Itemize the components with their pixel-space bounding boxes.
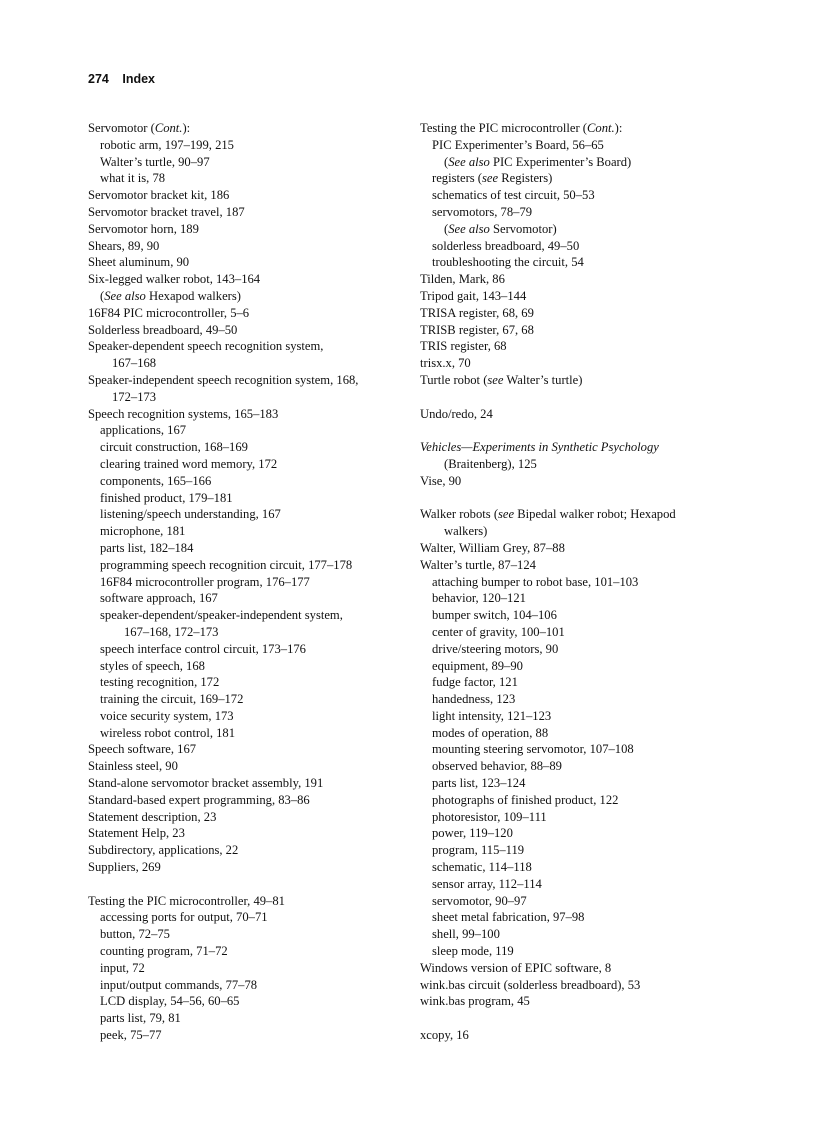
index-subentry	[88, 506, 400, 523]
index-entry	[420, 271, 740, 288]
index-entry	[88, 842, 400, 859]
entry-text: photographs of finished product, 122	[432, 792, 619, 807]
entry-text: programming speech recognition circuit, 177–178	[100, 557, 353, 572]
entry-text: see	[498, 507, 515, 522]
index-subentry	[88, 708, 400, 725]
entry-text: handedness, 123	[432, 692, 516, 707]
entry-text: Standard-based expert programming, 83–86	[88, 792, 310, 807]
index-entry	[88, 204, 400, 221]
entry-text: Servomotor horn, 189	[88, 221, 199, 236]
entry-text: schematics of test circuit, 50–53	[432, 188, 595, 203]
entry-text: styles of speech, 168	[100, 658, 205, 673]
index-subentry	[88, 389, 400, 406]
entry-text: TRIS register, 68	[420, 339, 507, 354]
entry-text: Walter, William Grey, 87–88	[420, 540, 565, 555]
index-subentry	[420, 154, 740, 171]
entry-text: Sheet aluminum, 90	[88, 255, 190, 270]
index-subentry	[88, 490, 400, 507]
entry-text: program, 115–119	[432, 843, 525, 858]
index-subentry	[420, 170, 740, 187]
entry-text: Turtle robot (	[420, 372, 488, 387]
entry-text: (	[444, 154, 449, 169]
index-subentry	[88, 674, 400, 691]
entry-gap	[420, 422, 740, 439]
entry-text: Testing the PIC microcontroller (	[420, 121, 587, 135]
entry-text: Cont.	[154, 121, 183, 135]
index-entry	[88, 187, 400, 204]
entry-gap	[420, 490, 740, 507]
entry-text: Vehicles—Experiments in Synthetic Psychology	[420, 440, 659, 455]
entry-text: circuit construction, 168–169	[100, 440, 248, 455]
index-subentry	[88, 355, 400, 372]
index-subentry	[420, 893, 740, 910]
entry-text: LCD display, 54–56, 60–65	[100, 994, 240, 1009]
index-subentry	[420, 943, 740, 960]
index-subentry	[420, 741, 740, 758]
entry-text: wink.bas program, 45	[420, 994, 530, 1009]
index-subentry	[420, 758, 740, 775]
index-subentry	[88, 1010, 400, 1027]
entry-text: Testing the PIC microcontroller, 49–81	[88, 893, 285, 908]
index-subentry	[88, 725, 400, 742]
index-subentry	[420, 859, 740, 876]
entry-text: PIC Experimenter’s Board)	[489, 154, 632, 169]
entry-text: 16F84 microcontroller program, 176–177	[100, 574, 310, 589]
index-subentry	[420, 809, 740, 826]
entry-text: Statement Help, 23	[88, 826, 185, 841]
entry-text: (	[444, 221, 449, 236]
entry-text: Servomotor bracket kit, 186	[88, 188, 230, 203]
index-subentry	[420, 909, 740, 926]
entry-text: Stainless steel, 90	[88, 759, 178, 774]
index-subentry	[420, 926, 740, 943]
index-entry	[88, 758, 400, 775]
entry-text: Shears, 89, 90	[88, 238, 160, 253]
index-subentry	[420, 708, 740, 725]
index-entry	[88, 859, 400, 876]
index-entry	[420, 322, 740, 339]
index-subentry	[88, 1027, 400, 1044]
entry-text: what it is, 78	[100, 171, 166, 186]
entry-text: Solderless breadboard, 49–50	[88, 322, 238, 337]
entry-text: registers (	[432, 171, 483, 186]
index-entry	[88, 120, 400, 137]
index-subentry	[420, 658, 740, 675]
entry-text: microphone, 181	[100, 524, 186, 539]
index-entry	[88, 372, 400, 389]
index-entry	[420, 540, 740, 557]
entry-text: 167–168	[112, 356, 157, 371]
entry-text: power, 119–120	[432, 826, 513, 841]
index-entry	[88, 305, 400, 322]
index-subentry	[420, 456, 740, 473]
index-entry	[88, 792, 400, 809]
entry-text: Bipedal walker robot; Hexapod	[514, 507, 676, 522]
entry-text: servomotor, 90–97	[432, 893, 527, 908]
entry-text: See also	[448, 221, 490, 236]
index-subentry	[88, 658, 400, 675]
index-subentry	[420, 137, 740, 154]
index-entry	[88, 406, 400, 423]
index-subentry	[420, 238, 740, 255]
index-column-right	[420, 120, 740, 1044]
entry-text: (	[100, 288, 105, 303]
index-entry	[420, 372, 740, 389]
entry-text: drive/steering motors, 90	[432, 641, 559, 656]
entry-text: mounting steering servomotor, 107–108	[432, 742, 634, 757]
entry-text: solderless breadboard, 49–50	[432, 238, 580, 253]
index-entry	[420, 305, 740, 322]
entry-text: input/output commands, 77–78	[100, 977, 258, 992]
entry-text: Windows version of EPIC software, 8	[420, 960, 612, 975]
entry-text: clearing trained word memory, 172	[100, 456, 278, 471]
index-subentry	[88, 456, 400, 473]
index-entry	[88, 825, 400, 842]
entry-text: sheet metal fabrication, 97–98	[432, 910, 585, 925]
index-subentry	[88, 641, 400, 658]
entry-text: See also	[104, 288, 146, 303]
entry-text: Tripod gait, 143–144	[420, 288, 527, 303]
index-subentry	[88, 909, 400, 926]
index-subentry	[88, 154, 400, 171]
index-subentry	[88, 540, 400, 557]
entry-text: schematic, 114–118	[432, 860, 532, 875]
entry-text: testing recognition, 172	[100, 675, 220, 690]
entry-text: parts list, 182–184	[100, 540, 194, 555]
entry-text: counting program, 71–72	[100, 944, 228, 959]
entry-text: Cont.	[587, 121, 615, 135]
index-subentry	[88, 590, 400, 607]
index-entry	[88, 254, 400, 271]
entry-text: Hexapod walkers)	[145, 288, 241, 303]
index-subentry	[420, 775, 740, 792]
entry-gap	[420, 1010, 740, 1027]
index-entry	[420, 1027, 740, 1044]
entry-text: behavior, 120–121	[432, 591, 526, 606]
entry-text: Walter’s turtle)	[503, 372, 583, 387]
entry-text: ):	[182, 121, 191, 135]
index-subentry	[420, 691, 740, 708]
index-subentry	[88, 473, 400, 490]
index-entry	[88, 809, 400, 826]
index-entry	[88, 338, 400, 355]
entry-text: wireless robot control, 181	[100, 725, 236, 740]
entry-text: wink.bas circuit (solderless breadboard), 53	[420, 977, 641, 992]
entry-text: xcopy, 16	[420, 1028, 469, 1043]
index-subentry	[88, 557, 400, 574]
entry-text: See also	[448, 154, 490, 169]
index-entry	[420, 977, 740, 994]
entry-text: sleep mode, 119	[432, 944, 514, 959]
index-subentry	[420, 842, 740, 859]
entry-text: shell, 99–100	[432, 927, 500, 942]
index-subentry	[420, 590, 740, 607]
index-subentry	[88, 288, 400, 305]
running-header	[88, 72, 155, 86]
entry-text: Walker robots (	[420, 507, 499, 522]
index-subentry	[88, 607, 400, 624]
entry-text: fudge factor, 121	[432, 675, 518, 690]
entry-text: Speaker-independent speech recognition system, 168,	[88, 372, 359, 387]
index-entry	[420, 120, 740, 137]
entry-text: Servomotor bracket travel, 187	[88, 204, 245, 219]
entry-text: ):	[614, 121, 623, 135]
index-subentry	[88, 574, 400, 591]
entry-text: 167–168, 172–173	[124, 624, 219, 639]
header-title: Index	[122, 72, 155, 86]
index-subentry	[88, 691, 400, 708]
index-subentry	[420, 674, 740, 691]
index-subentry	[420, 876, 740, 893]
entry-text: photoresistor, 109–111	[432, 809, 547, 824]
entry-text: software approach, 167	[100, 591, 218, 606]
entry-text: trisx.x, 70	[420, 356, 471, 371]
entry-text: robotic arm, 197–199, 215	[100, 137, 234, 152]
entry-text: components, 165–166	[100, 473, 212, 488]
entry-text: (Braitenberg), 125	[444, 456, 537, 471]
entry-text: troubleshooting the circuit, 54	[432, 255, 584, 270]
entry-text: Six-legged walker robot, 143–164	[88, 272, 261, 287]
entry-text: input, 72	[100, 960, 145, 975]
entry-text: accessing ports for output, 70–71	[100, 910, 268, 925]
index-column-left	[88, 120, 400, 1044]
index-subentry	[420, 725, 740, 742]
index-subentry	[420, 825, 740, 842]
entry-text: observed behavior, 88–89	[432, 759, 562, 774]
entry-text: parts list, 123–124	[432, 776, 526, 791]
entry-text: Statement description, 23	[88, 809, 217, 824]
entry-text: walkers)	[444, 524, 488, 539]
entry-text: 16F84 PIC microcontroller, 5–6	[88, 305, 250, 320]
index-subentry	[420, 254, 740, 271]
entry-text: finished product, 179–181	[100, 490, 233, 505]
index-subentry	[88, 439, 400, 456]
index-entry	[420, 439, 740, 456]
page-number: 274	[88, 72, 109, 86]
entry-text: Vise, 90	[420, 473, 462, 488]
index-subentry	[88, 170, 400, 187]
index-entry	[88, 893, 400, 910]
index-subentry	[88, 523, 400, 540]
entry-text: Stand-alone servomotor bracket assembly, 191	[88, 776, 324, 791]
index-subentry	[420, 221, 740, 238]
index-entry	[88, 238, 400, 255]
index-subentry	[88, 943, 400, 960]
index-entry	[420, 993, 740, 1010]
index-subentry	[88, 993, 400, 1010]
entry-gap	[88, 876, 400, 893]
entry-text: Subdirectory, applications, 22	[88, 843, 239, 858]
entry-text: bumper switch, 104–106	[432, 608, 557, 623]
entry-text: light intensity, 121–123	[432, 708, 552, 723]
entry-text: button, 72–75	[100, 927, 170, 942]
entry-text: speaker-dependent/speaker-independent system,	[100, 608, 343, 623]
index-entry	[420, 557, 740, 574]
index-entry	[420, 338, 740, 355]
index-subentry	[88, 624, 400, 641]
index-subentry	[88, 977, 400, 994]
index-subentry	[420, 624, 740, 641]
entry-text: TRISA register, 68, 69	[420, 305, 534, 320]
entry-text: Registers)	[498, 171, 553, 186]
index-subentry	[420, 187, 740, 204]
index-entry	[88, 271, 400, 288]
entry-text: sensor array, 112–114	[432, 876, 542, 891]
index-entry	[88, 775, 400, 792]
index-entry	[420, 355, 740, 372]
entry-text: applications, 167	[100, 423, 187, 438]
index-subentry	[420, 792, 740, 809]
entry-text: Servomotor)	[489, 221, 557, 236]
entry-text: 172–173	[112, 389, 157, 404]
entry-text: speech interface control circuit, 173–176	[100, 641, 306, 656]
index-entry	[420, 960, 740, 977]
entry-text: training the circuit, 169–172	[100, 692, 244, 707]
index-subentry	[420, 204, 740, 221]
index-entry	[420, 473, 740, 490]
index-subentry	[420, 574, 740, 591]
entry-text: Speaker-dependent speech recognition system,	[88, 339, 324, 354]
index-subentry	[88, 137, 400, 154]
entry-text: Tilden, Mark, 86	[420, 272, 505, 287]
entry-text: attaching bumper to robot base, 101–103	[432, 574, 639, 589]
entry-text: equipment, 89–90	[432, 658, 523, 673]
index-subentry	[88, 926, 400, 943]
index-entry	[88, 322, 400, 339]
entry-text: modes of operation, 88	[432, 725, 549, 740]
entry-text: see	[482, 171, 499, 186]
index-entry	[420, 506, 740, 523]
entry-text: listening/speech understanding, 167	[100, 507, 281, 522]
entry-text: voice security system, 173	[100, 708, 234, 723]
index-subentry	[88, 422, 400, 439]
entry-text: Speech recognition systems, 165–183	[88, 406, 279, 421]
entry-text: Walter’s turtle, 90–97	[100, 154, 210, 169]
index-entry	[420, 406, 740, 423]
index-entry	[88, 741, 400, 758]
entry-text: TRISB register, 67, 68	[420, 322, 534, 337]
entry-text: Undo/redo, 24	[420, 406, 493, 421]
entry-text: Suppliers, 269	[88, 860, 161, 875]
entry-text: servomotors, 78–79	[432, 204, 533, 219]
entry-gap	[420, 389, 740, 406]
index-entry	[420, 288, 740, 305]
entry-text: center of gravity, 100–101	[432, 624, 565, 639]
index-subentry	[88, 960, 400, 977]
index-subentry	[420, 607, 740, 624]
index-subentry	[420, 641, 740, 658]
entry-text: peek, 75–77	[100, 1028, 162, 1043]
entry-text: Speech software, 167	[88, 742, 197, 757]
index-entry	[88, 221, 400, 238]
entry-text: Servomotor (	[88, 121, 155, 135]
index-subentry	[420, 523, 740, 540]
entry-text: PIC Experimenter’s Board, 56–65	[432, 137, 604, 152]
entry-text: see	[487, 372, 504, 387]
entry-text: parts list, 79, 81	[100, 1011, 181, 1026]
entry-text: Walter’s turtle, 87–124	[420, 557, 536, 572]
